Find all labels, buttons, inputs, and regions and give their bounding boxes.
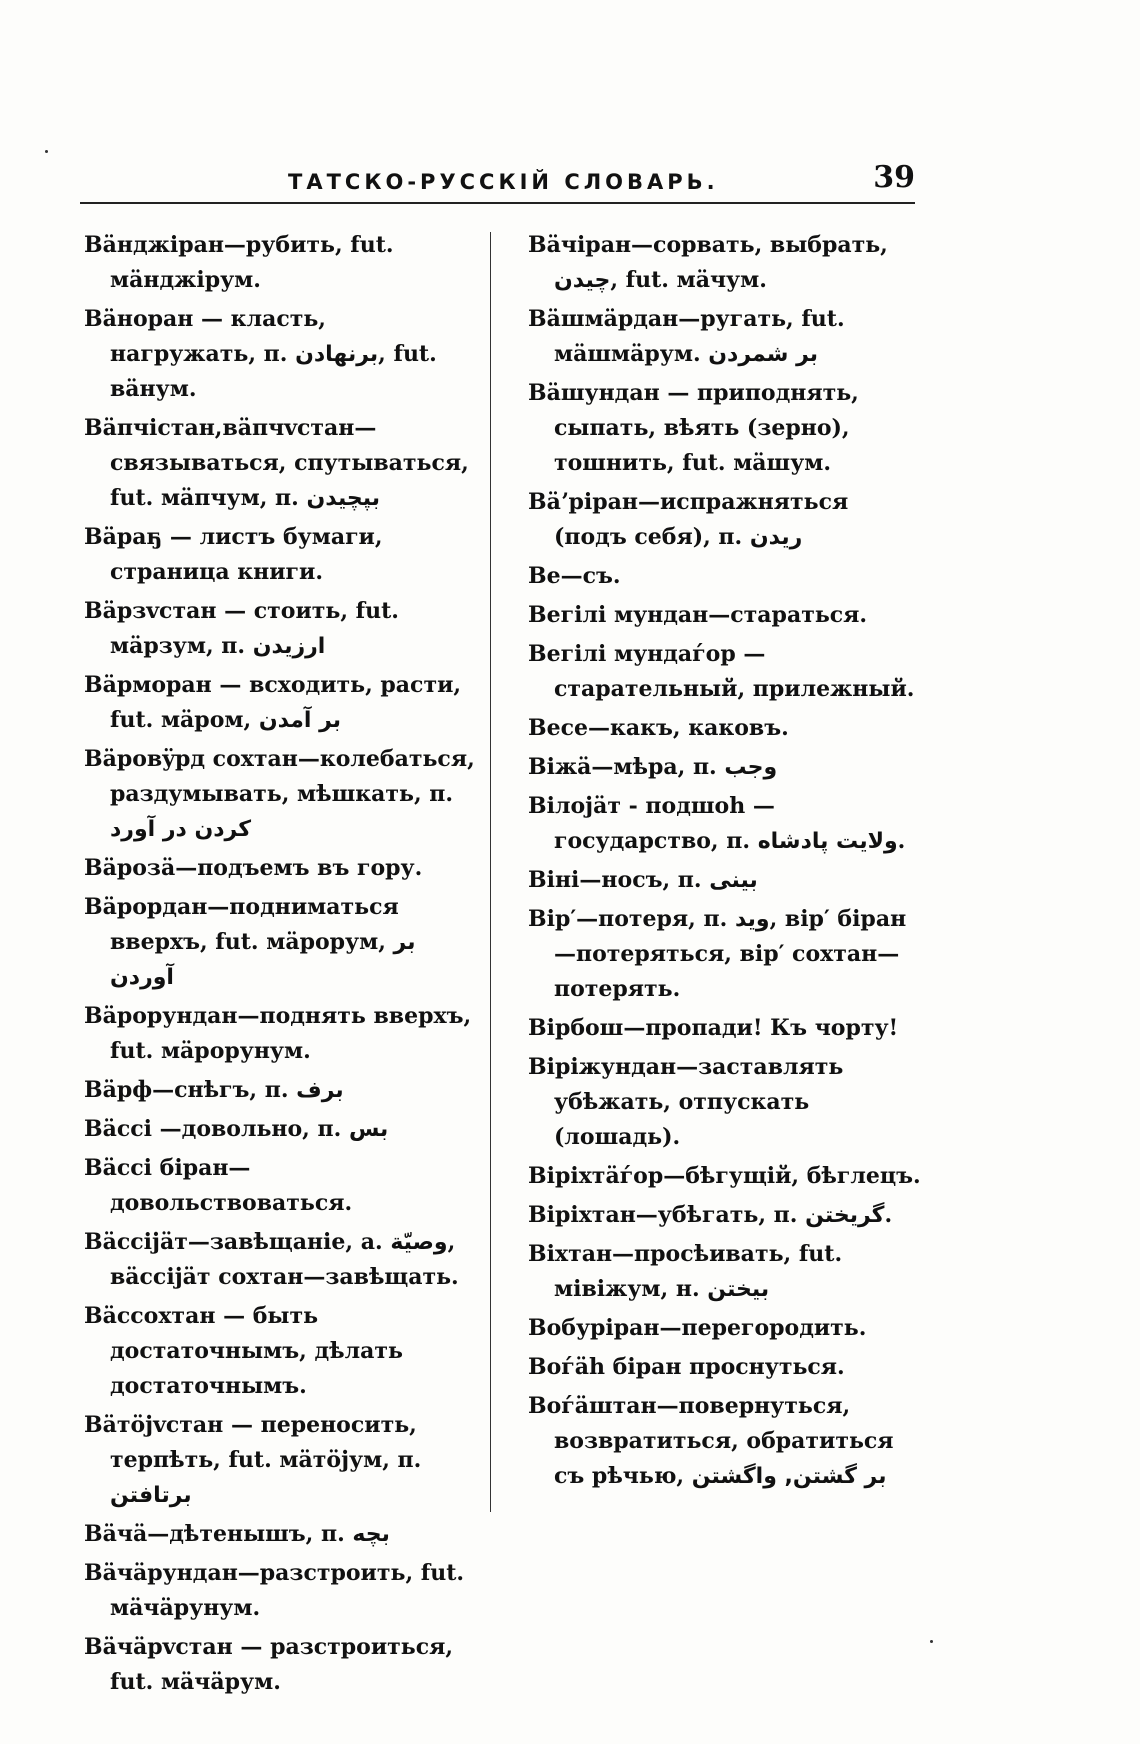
left-column	[84, 228, 483, 1704]
entry-arabic-word: ولايت پادشاه	[757, 829, 898, 854]
entry-arabic-word: بينى	[709, 868, 758, 893]
dictionary-entry	[528, 750, 923, 785]
dictionary-entry	[84, 1225, 479, 1295]
entry-text: Вегiлi мундаѓор — старательный, прилежный.	[528, 641, 915, 702]
dictionary-entry	[528, 376, 923, 481]
paper-speck	[930, 1640, 933, 1643]
entry-text: Вäшундан — приподнять, сыпать, вѣять (зерно), тошнить, fut. мäшум.	[528, 380, 867, 476]
entry-tail: , вäссiјäт сохтан—завѣщать.	[110, 1229, 463, 1290]
dictionary-entry	[84, 302, 479, 407]
entry-text: Вäрзvстан — стоить, fut. мäрзум, п.	[84, 598, 407, 659]
page-header	[80, 160, 915, 206]
entry-text: Вäрф—снѣгъ, п.	[84, 1077, 289, 1103]
entry-arabic-word: ريدن	[749, 525, 803, 550]
dictionary-entry	[528, 1198, 923, 1233]
entry-text: Вäраҕ — листъ бумаги, страница книги.	[84, 524, 391, 585]
entry-tail: , fut. мäчум.	[610, 267, 767, 293]
entry-text: Вäровÿрд сохтан—колебаться, раздумывать, мѣшкать, п.	[84, 746, 483, 807]
dictionary-entry	[528, 1011, 923, 1046]
entry-arabic-word: بچه	[352, 1522, 390, 1547]
dictionary-entry	[528, 863, 923, 898]
dictionary-entry	[84, 999, 479, 1069]
dictionary-entry	[84, 1517, 479, 1552]
entry-text: Вiр′—потеря, п.	[528, 906, 728, 932]
dictionary-entry	[84, 1073, 479, 1108]
right-column	[528, 228, 923, 1498]
entry-arabic-word: وجب	[724, 755, 778, 780]
dictionary-entry	[528, 1050, 923, 1155]
entry-text: Вäссi —довольно, п.	[84, 1116, 342, 1142]
entry-text: Вегiлi мундан—стараться.	[528, 602, 868, 628]
entry-text: Вäчäрундан—разстроить, fut. мäчäрунум.	[84, 1560, 472, 1621]
entry-text: Вäссiјäт—завѣщанiе, а.	[84, 1229, 383, 1255]
entry-tail: .	[884, 1202, 893, 1228]
dictionary-entry	[84, 668, 479, 738]
entry-tail: , вiр′ біран—потеряться, вiр′ сохтан—потерять.	[554, 906, 907, 1002]
dictionary-entry	[84, 1151, 479, 1221]
entry-text: Вiрiхтäѓор—бѣгущiй, бѣглецъ.	[528, 1163, 921, 1189]
entry-tail: , fut. вäнум.	[110, 341, 445, 402]
entry-text: Вäпчiстан,вäпчvстан—связываться, спутываться, fut. мäпчум, п.	[84, 415, 477, 511]
entry-text: Вäрорундан—поднять вверхъ, fut. мäрорунум.	[84, 1003, 479, 1064]
entry-arabic-word: بس	[348, 1117, 389, 1142]
entry-text: Вäшмäрдан—ругать, fut. мäшмäрум.	[528, 306, 853, 367]
entry-arabic-word: وصيّة	[390, 1230, 448, 1255]
dictionary-entry	[84, 1630, 479, 1700]
entry-text: Вäссi біран—довольствоваться.	[84, 1155, 353, 1216]
entry-text: Вäтöјvстан — переносить, терпѣть, fut. мäтöјум, п.	[84, 1412, 425, 1473]
entry-text: Вäрморан — всходить, расти, fut. мäром,	[84, 672, 469, 733]
entry-text: Воѓäштан—повернуться, возвратиться, обратиться съ рѣчью,	[528, 1393, 902, 1489]
dictionary-entry	[84, 1299, 479, 1404]
entry-text: Вiлојäт - подшоһ —государство, п.	[528, 793, 775, 854]
entry-text: Вäрозä—подъемъ въ гору.	[84, 855, 423, 881]
entry-arabic-word: كردن در آورد	[110, 817, 251, 842]
entry-arabic-word: برف	[296, 1078, 344, 1103]
entry-arabic-word: ويد	[734, 907, 770, 932]
dictionary-entry	[84, 1556, 479, 1626]
entry-text: Вобурiран—перегородить.	[528, 1315, 867, 1341]
entry-text: Вiрбош—пропади! Къ чорту!	[528, 1015, 899, 1041]
dictionary-entry	[528, 598, 923, 633]
entry-text: Весе—какъ, каковъ.	[528, 715, 789, 741]
dictionary-entry	[528, 302, 923, 372]
entry-text: Вäссохтан — быть достаточнымъ, дѣлать достаточнымъ.	[84, 1303, 411, 1399]
dictionary-entry	[528, 789, 923, 859]
entry-arabic-word: بيختن	[707, 1277, 770, 1302]
dictionary-entry	[528, 485, 923, 555]
dictionary-entry	[84, 1112, 479, 1147]
entry-arabic-word: برتافتن	[110, 1483, 192, 1508]
entry-arabic-word: بر شمردن	[708, 342, 819, 367]
running-title: ТАТСКО-РУССКIЙ СЛОВАРЬ.	[288, 170, 719, 194]
entry-arabic-word: برنهادن	[295, 342, 379, 367]
dictionary-entry	[528, 1311, 923, 1346]
dictionary-entry	[84, 851, 479, 886]
entry-arabic-word: ارزيدن	[252, 634, 326, 659]
entry-text: Вäрордан—подниматься вверхъ, fut. мäрорум,	[84, 894, 407, 955]
entry-text: Вäʼрiран—испражняться (подъ себя), п.	[528, 489, 856, 550]
dictionary-entry	[528, 1389, 923, 1494]
entry-arabic-word: بر آوردن	[110, 930, 416, 990]
entry-arabic-word: بر گشتن, واگشتن	[691, 1464, 887, 1489]
entry-text: Вäчä—дѣтенышъ, п.	[84, 1521, 345, 1547]
entry-text: Вäчiран—сорвать, выбрать,	[528, 232, 888, 258]
dictionary-entry	[84, 228, 479, 298]
entry-tail: .	[897, 828, 906, 854]
entry-text: Вiрiхтан—убѣгать, п.	[528, 1202, 798, 1228]
dictionary-entry	[528, 228, 923, 298]
entry-text: Вiрiжундан—заставлять убѣжать, отпускать (лошадь).	[528, 1054, 851, 1150]
entry-arabic-word: گريختن	[805, 1203, 885, 1228]
entry-arabic-word: بپچيدن	[306, 486, 381, 511]
entry-text: Вiхтан—просѣивать, fut. мiвiжум, н.	[528, 1241, 850, 1302]
page-number: 39	[873, 160, 915, 195]
dictionary-entry	[84, 594, 479, 664]
entry-arabic-word: چيدن	[554, 268, 611, 293]
dictionary-entry	[84, 742, 483, 847]
dictionary-entry	[84, 890, 479, 995]
dictionary-entry	[528, 902, 923, 1007]
dictionary-entry	[528, 559, 923, 594]
entry-text: Вäноран — класть, нагружать, п.	[84, 306, 334, 367]
dictionary-entry	[528, 711, 923, 746]
entry-text: Ве—съ.	[528, 563, 621, 589]
entry-arabic-word: بر آمدن	[258, 708, 342, 733]
entry-text: Вäчäрvстан — разстроиться, fut. мäчäрум.	[84, 1634, 461, 1695]
dictionary-entry	[84, 520, 479, 590]
entry-text: Вiнi—носъ, п.	[528, 867, 702, 893]
dictionary-entry	[528, 1237, 923, 1307]
header-rule	[80, 202, 915, 204]
dictionary-entry	[528, 1159, 923, 1194]
entry-text: Вiжä—мѣра, п.	[528, 754, 717, 780]
column-divider	[490, 232, 491, 1512]
paper-speck	[45, 150, 48, 153]
dictionary-entry	[84, 411, 479, 516]
dictionary-entry	[84, 1408, 479, 1513]
entry-text: Воѓäһ біран проснуться.	[528, 1354, 845, 1380]
dictionary-entry	[528, 637, 923, 707]
entry-text: Вäнджiран—рубить, fut. мäнджiрум.	[84, 232, 402, 293]
dictionary-entry	[528, 1350, 923, 1385]
